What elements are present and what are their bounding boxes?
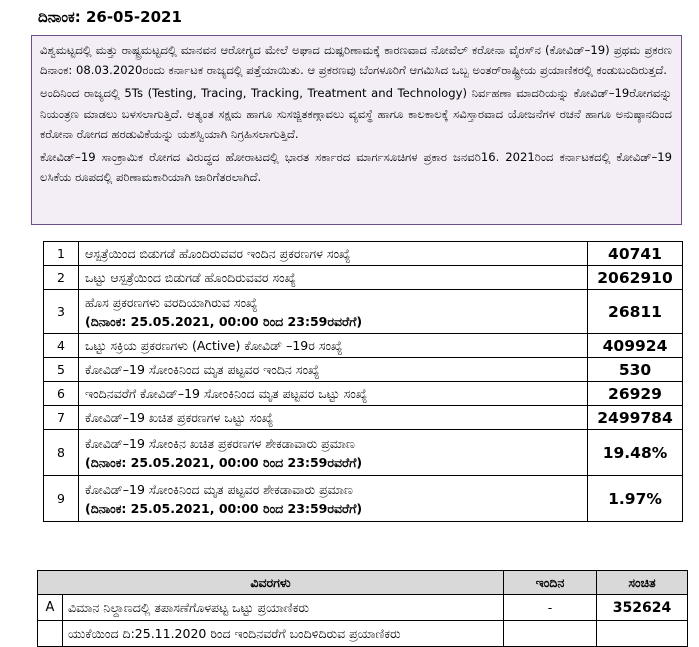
table-row <box>44 266 683 290</box>
row-value: 26929 <box>588 382 683 406</box>
header-today: ಇಂದಿನ <box>504 571 597 595</box>
row-code: A <box>38 595 63 621</box>
row-number: 9 <box>44 476 79 522</box>
row-today-value <box>504 621 597 647</box>
row-date-range: (ದಿನಾಂಕ: 25.05.2021, 00:00 ರಿಂದ 23:59ರವರೆಗೆ) <box>85 454 363 470</box>
row-description: ಕೋವಿಡ್–19 ಖಚಿತ ಪ್ರಕರಣಗಳ ಒಟ್ಟು ಸಂಖ್ಯೆ <box>79 406 588 430</box>
row-description: ಒಟ್ಟು ಆಸ್ಪತ್ರೆಯಿಂದ ಬಿಡುಗಡೆ ಹೊಂದಿರುವವರ ಸಂಖ್ಯೆ <box>79 266 588 290</box>
row-description <box>79 430 588 476</box>
row-description: ಯುಕೆಯಿಂದ ದಿ:25.11.2020 ರಿಂದ ಇಂದಿನವರೆಗೆ ಬಂದಿಳಿದಿರುವ ಪ್ರಯಾಣಿಕರು <box>63 621 504 647</box>
row-number: 6 <box>44 382 79 406</box>
row-value: 2062910 <box>588 266 683 290</box>
row-code <box>38 621 63 647</box>
stats-table <box>43 241 683 522</box>
row-description: ಕೋವಿಡ್–19 ಸೋಂಕಿನಿಂದ ಮೃತ ಪಟ್ಟವರ ಇಂದಿನ ಸಂಖ್ಯೆ <box>79 358 588 382</box>
row-description-main: ಕೋವಿಡ್–19 ಸೋಂಕಿನಿಂದ ಮೃತ ಪಟ್ಟವರ ಶೇಕಡಾವಾರು ಪ್ರಮಾಣ <box>85 481 353 497</box>
table-row <box>44 476 683 522</box>
row-value: 409924 <box>588 334 683 358</box>
row-description-main: ಕೋವಿಡ್–19 ಸೋಂಕಿನ ಖಚಿತ ಪ್ರಕರಣಗಳ ಶೇಕಡಾವಾರು ಪ್ರಮಾಣ <box>85 435 355 451</box>
row-description: ಒಟ್ಟು ಸಕ್ರಿಯ ಪ್ರಕರಣಗಳು (Active) ಕೋವಿಡ್ –19ರ ಸಂಖ್ಯೆ <box>79 334 588 358</box>
table-row <box>44 358 683 382</box>
row-number: 8 <box>44 430 79 476</box>
table-row <box>38 621 688 647</box>
intro-box <box>31 35 682 225</box>
row-today-value: - <box>504 595 597 621</box>
row-number: 4 <box>44 334 79 358</box>
row-number: 1 <box>44 242 79 266</box>
row-value: 40741 <box>588 242 683 266</box>
table-row <box>44 290 683 334</box>
row-number: 5 <box>44 358 79 382</box>
row-description: ಆಸ್ಪತ್ರೆಯಿಂದ ಬಿಡುಗಡೆ ಹೊಂದಿರುವವರ ಇಂದಿನ ಪ್ರಕರಣಗಳ ಸಂಖ್ಯೆ <box>79 242 588 266</box>
table-row <box>44 430 683 476</box>
table-row <box>44 382 683 406</box>
header-details: ವಿವರಗಳು <box>38 571 504 595</box>
intro-paragraph-1: ವಿಶ್ವಮಟ್ಟದಲ್ಲಿ ಮತ್ತು ರಾಷ್ಟ್ರಮಟ್ಟದಲ್ಲಿ ಮಾನವನ ಆರೋಗ್ಯದ ಮೇಲೆ ಅಘಾದ ದುಷ್ಪರಿಣಾಮಕ್ಕೆ ಕಾರಣವಾದ ನೋವೆಲ್ ಕರೋನಾ ವೈರಸ್‌ನ (ಕೋವಿಡ್–19) ಪ್ರಥಮ ಪ್ರಕರಣ ದಿನಾಂಕ: 08.03.2020ರಂದು ಕರ್ನಾಟಕ ರಾಜ್ಯದಲ್ಲಿ ಪತ್ತೆಯಾಯಿತು. ಆ ಪ್ರಕರಣವು ಬೆಂಗಳೂರಿಗೆ ಆಗಮಿಸಿದ ಒಬ್ಬ ಅಂತರ್‌ರಾಷ್ಟ್ರೀಯ ಪ್ರಯಾಣಿಕರಲ್ಲಿ ಕಂಡುಬಂದಿರುತ್ತದೆ. <box>40 43 672 78</box>
table-row <box>44 406 683 430</box>
row-value: 1.97% <box>588 476 683 522</box>
row-description-main: ಹೊಸ ಪ್ರಕರಣಗಳು ವರದಿಯಾಗಿರುವ ಸಂಖ್ಯೆ <box>85 294 258 310</box>
row-value: 26811 <box>588 290 683 334</box>
table-row <box>38 595 688 621</box>
intro-paragraph-2: ಅಂದಿನಿಂದ ರಾಜ್ಯದಲ್ಲಿ 5Ts (Testing, Tracing, Tracking, Treatment and Technology) ನಿರ್ವಹಣಾ ಮಾದರಿಯನ್ನು ಕೋವಿಡ್–19ರೋಗವನ್ನು ನಿಯಂತ್ರಣ ಮಾಡಲು ಬಳಸಲಾಗುತ್ತಿದೆ. ಅತ್ಯಂತ ಸಕ್ಷಮ ಹಾಗೂ ಸುಸಜ್ಜಿತಕಣ್ಗಾವಲು ವ್ಯವಸ್ಥೆ ಹಾಗೂ ಕಾಲಕಾಲಕ್ಕೆ ಸವಿಸ್ತಾರವಾದ ಯೋಜನೆಗಳ ರಚನೆ ಹಾಗೂ ಅನುಷ್ಠಾನದಿಂದ ಕರೋನಾ ರೋಗದ ಹರಡುವಿಕೆಯನ್ನು ಯಶಸ್ವಿಯಾಗಿ ನಿಗ್ರಹಿಸಲಾಗುತ್ತಿದೆ. <box>40 86 672 141</box>
report-date: ದಿನಾಂಕ: 26-05-2021 <box>38 8 182 26</box>
row-number: 3 <box>44 290 79 334</box>
row-cumulative-value <box>597 621 688 647</box>
details-table <box>37 570 688 647</box>
header-cumulative: ಸಂಚಿತ <box>597 571 688 595</box>
table-row <box>44 334 683 358</box>
row-date-range: (ದಿನಾಂಕ: 25.05.2021, 00:00 ರಿಂದ 23:59ರವರೆಗೆ) <box>85 313 363 329</box>
table-row <box>44 242 683 266</box>
row-description <box>79 290 588 334</box>
row-number: 2 <box>44 266 79 290</box>
row-number: 7 <box>44 406 79 430</box>
row-cumulative-value: 352624 <box>597 595 688 621</box>
row-value: 530 <box>588 358 683 382</box>
details-header-row <box>38 571 688 595</box>
row-value: 19.48% <box>588 430 683 476</box>
intro-paragraph-3: ಕೋವಿಡ್–19 ಸಾಂಕ್ರಾಮಿಕ ರೋಗದ ವಿರುದ್ಧದ ಹೋರಾಟದಲ್ಲಿ ಭಾರತ ಸರ್ಕಾರದ ಮಾರ್ಗಸೂಚಿಗಳ ಪ್ರಕಾರ ಜನವರಿ16. 2021ರಿಂದ ಕರ್ನಾಟಕದಲ್ಲಿ ಕೋವಿಡ್–19 ಲಸಿಕೆಯ ರೂಪದಲ್ಲಿ ಪರಿಣಾಮಕಾರಿಯಾಗಿ ಜಾರಿಗೆತರಲಾಗಿದೆ. <box>40 150 672 185</box>
row-description: ಇಂದಿನವರೆಗೆ ಕೋವಿಡ್–19 ಸೋಂಕಿನಿಂದ ಮೃತ ಪಟ್ಟವರ ಒಟ್ಟು ಸಂಖ್ಯೆ <box>79 382 588 406</box>
row-value: 2499784 <box>588 406 683 430</box>
row-description: ವಿಮಾನ ನಿಲ್ದಾಣದಲ್ಲಿ ತಪಾಸಣೆಗೊಳಪಟ್ಟ ಒಟ್ಟು ಪ್ರಯಾಣಿಕರು <box>63 595 504 621</box>
row-date-range: (ದಿನಾಂಕ: 25.05.2021, 00:00 ರಿಂದ 23:59ರವರೆಗೆ) <box>85 500 363 516</box>
row-description <box>79 476 588 522</box>
